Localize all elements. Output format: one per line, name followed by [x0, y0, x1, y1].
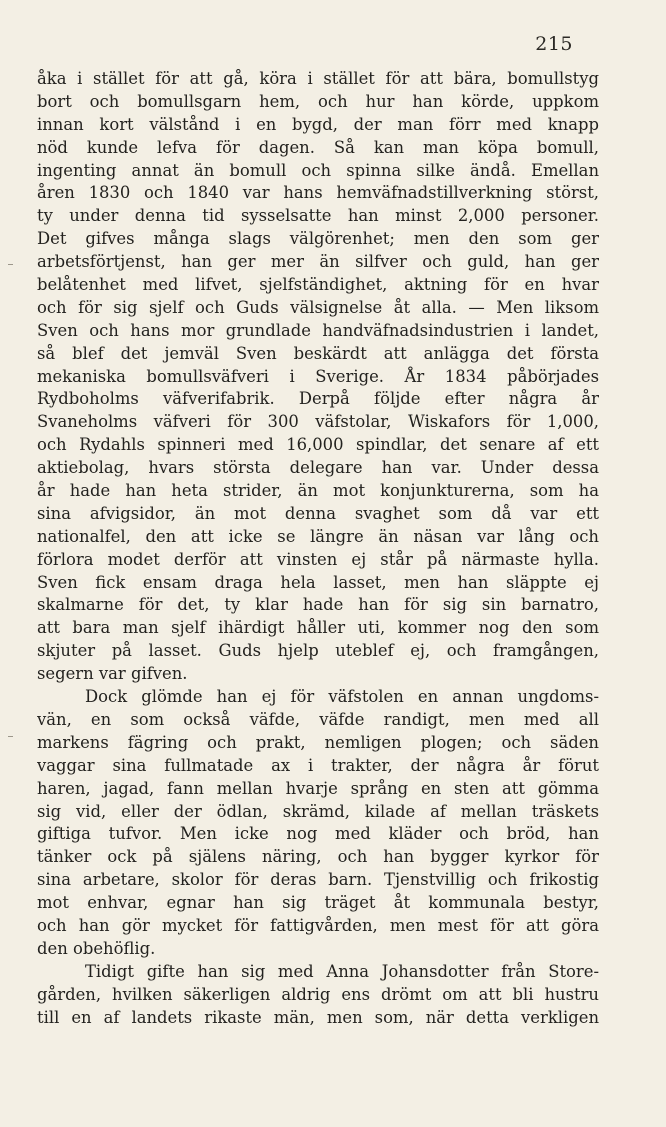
text-line: belåtenhet med lifvet, sjelfständighet, aktning för en hvar: [37, 275, 599, 295]
text-line: år hade han heta strider, än mot konjunkturerna, som ha: [37, 481, 599, 501]
text-line: den obehöflig.: [37, 938, 156, 958]
text-line: sig vid, eller der ödlan, skrämd, kilade af mellan träskets: [37, 801, 599, 821]
text-line: och Rydahls spinneri med 16,000 spindlar, det senare af ett: [37, 435, 599, 455]
text-line: Tidigt gifte han sig med Anna Johansdotter från Store-: [85, 961, 599, 981]
text-line: skalmarne för det, ty klar hade han för sig sin barnatro,: [37, 595, 599, 615]
margin-mark: [8, 736, 13, 737]
text-line: nöd kunde lefva för dagen. Så kan man köpa bomull,: [37, 137, 599, 157]
text-line: arbetsförtjenst, han ger mer än silfver och guld, han ger: [37, 252, 599, 272]
text-line: aktiebolag, hvars största delegare han var. Under dessa: [37, 458, 599, 478]
text-line: segern var gifven.: [37, 664, 188, 684]
text-line: sina arbetare, skolor för deras barn. Tjenstvillig och frikostig: [37, 870, 599, 890]
text-line: och han gör mycket för fattigvården, men mest för att göra: [37, 915, 599, 935]
text-line: sina afvigsidor, än mot denna svaghet som då var ett: [37, 503, 599, 523]
text-line: gården, hvilken säkerligen aldrig ens drömt om att bli hustru: [37, 984, 599, 1004]
text-line: ingenting annat än bomull och spinna silke ändå. Emellan: [37, 160, 599, 180]
text-line: förlora modet derför att vinsten ej står på närmaste hylla.: [37, 549, 599, 569]
text-line: Det gifves många slags välgörenhet; men den som ger: [37, 229, 599, 249]
text-line: åren 1830 och 1840 var hans hemväfnadstillverkning störst,: [37, 183, 599, 203]
text-line: mot enhvar, egnar han sig träget åt kommunala bestyr,: [37, 893, 599, 913]
margin-mark: [8, 264, 13, 265]
text-line: Sven och hans mor grundlade handväfnadsindustrien i landet,: [37, 320, 599, 340]
text-line: mekaniska bomullsväfveri i Sverige. År 1834 påbörjades: [37, 366, 599, 386]
text-line: nationalfel, den att icke se längre än näsan var lång och: [37, 526, 599, 546]
text-line: ty under denna tid sysselsatte han minst 2,000 personer.: [37, 206, 599, 226]
text-line: vän, en som också väfde, väfde randigt, men med all: [37, 709, 599, 729]
body-text: [37, 68, 599, 1029]
text-line: giftiga tufvor. Men icke nog med kläder och bröd, han: [37, 824, 599, 844]
text-line: tänker ock på själens näring, och han bygger kyrkor för: [37, 847, 599, 867]
text-line: Sven fick ensam draga hela lasset, men han släppte ej: [37, 572, 599, 592]
text-line: vaggar sina fullmatade ax i trakter, der några år förut: [37, 755, 599, 775]
text-line: så blef det jemväl Sven beskärdt att anlägga det första: [37, 343, 599, 363]
text-line: att bara man sjelf ihärdigt håller uti, kommer nog den som: [37, 618, 599, 638]
page-number: 215: [535, 33, 573, 55]
text-line: Rydboholms väfverifabrik. Derpå följde efter några år: [37, 389, 599, 409]
text-line: skjuter på lasset. Guds hjelp uteblef ej, och framgången,: [37, 641, 599, 661]
text-line: bort och bomullsgarn hem, och hur han körde, uppkom: [37, 91, 599, 111]
text-line: till en af landets rikaste män, men som, när detta verkligen: [37, 1007, 599, 1027]
text-line: innan kort välstånd i en bygd, der man förr med knapp: [37, 114, 599, 134]
text-line: Svaneholms väfveri för 300 väfstolar, Wiskafors för 1,000,: [37, 412, 599, 432]
text-line: åka i stället för att gå, köra i stället för att bära, bomullstyg: [37, 69, 599, 88]
text-line: och för sig sjelf och Guds välsignelse åt alla. — Men liksom: [37, 297, 599, 317]
text-line: markens fägring och prakt, nemligen plogen; och säden: [37, 732, 599, 752]
text-line: Dock glömde han ej för väfstolen en annan ungdoms-: [85, 687, 599, 707]
text-line: haren, jagad, fann mellan hvarje språng en sten att gömma: [37, 778, 599, 798]
